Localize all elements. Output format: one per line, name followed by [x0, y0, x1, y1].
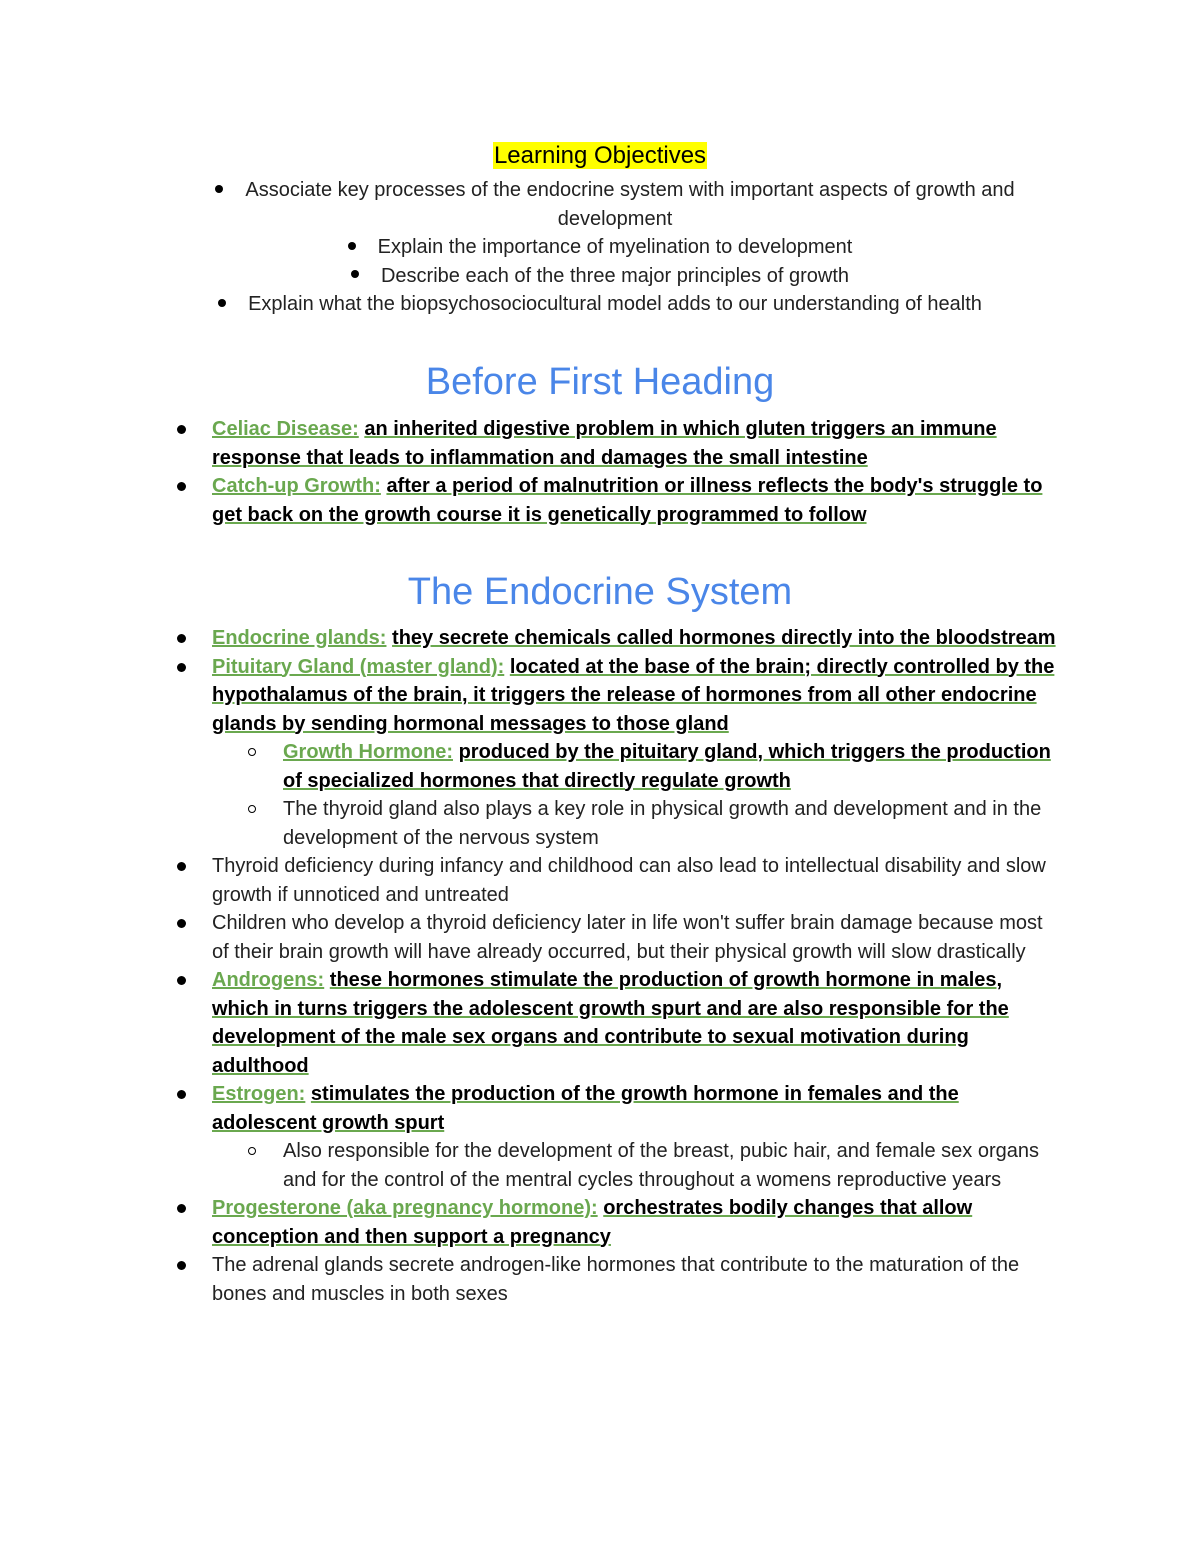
bullet-icon [177, 862, 186, 871]
section-heading-before-first: Before First Heading [425, 361, 775, 403]
section1-list [0, 415, 1200, 529]
list-item: Progesterone (aka pregnancy hormone): orchestrates bodily changes that allow conception and then support a pregnancy [0, 1194, 1200, 1251]
bullet-icon [177, 1090, 186, 1099]
list-item: Catch-up Growth: after a period of malnutrition or illness reflects the body's struggle to get back on the growth course it is genetically programmed to follow [0, 472, 1200, 529]
section2-list [0, 624, 1200, 1308]
sub-list-item: Also responsible for the development of the breast, pubic hair, and female sex organs and for the control of the mentral cycles throughout a womens reproductive years [0, 1137, 1200, 1194]
list-item: Celiac Disease: an inherited digestive problem in which gluten triggers an immune response that leads to inflammation and damages the small intestine [0, 415, 1200, 472]
list-item: Estrogen: stimulates the production of the growth hormone in females and the adolescent growth spurt [0, 1080, 1200, 1137]
objective-item: Explain the importance of myelination to development [0, 233, 1200, 262]
list-item: The adrenal glands secrete androgen-like hormones that contribute to the maturation of the bones and muscles in both sexes [0, 1251, 1200, 1308]
objective-item: Explain what the biopsychosociocultural model adds to our understanding of health [0, 290, 1200, 319]
bullet-icon [177, 663, 186, 672]
hollow-bullet-icon [248, 748, 256, 756]
objective-item: Associate key processes of the endocrine system with important aspects of growth and development [0, 176, 1200, 233]
bullet-icon [177, 634, 186, 643]
bullet-icon [351, 270, 359, 278]
list-item: Pituitary Gland (master gland): located at the base of the brain; directly controlled by the hypothalamus of the brain, it triggers the release of hormones from all other endocrine glands by sending hormonal messages to those gland [0, 653, 1200, 739]
bullet-icon [177, 425, 186, 434]
learning-objectives-title-block [0, 141, 1200, 171]
hollow-bullet-icon [248, 805, 256, 813]
bullet-icon [177, 1261, 186, 1270]
section-heading-endocrine-system: The Endocrine System [407, 571, 793, 613]
list-item: Children who develop a thyroid deficiency later in life won't suffer brain damage because most of their brain growth will have already occurred, but their physical growth will slow drastically [0, 909, 1200, 966]
sub-list-item: The thyroid gland also plays a key role in physical growth and development and in the development of the nervous system [0, 795, 1200, 852]
bullet-icon [215, 185, 223, 193]
bullet-icon [177, 976, 186, 985]
bullet-icon [218, 299, 226, 307]
list-item: Endocrine glands: they secrete chemicals called hormones directly into the bloodstream [0, 624, 1200, 653]
list-item: Thyroid deficiency during infancy and childhood can also lead to intellectual disability and slow growth if unnoticed and untreated [0, 852, 1200, 909]
bullet-icon [177, 1204, 186, 1213]
objective-item: Describe each of the three major principles of growth [0, 262, 1200, 291]
bullet-icon [348, 242, 356, 250]
bullet-icon [177, 482, 186, 491]
sub-list-item: Growth Hormone: produced by the pituitary gland, which triggers the production of specialized hormones that directly regulate growth [0, 738, 1200, 795]
list-item: Androgens: these hormones stimulate the production of growth hormone in males, which in turns triggers the adolescent growth spurt and are also responsible for the development of the male sex organs and contribute to sexual motivation during adulthood [0, 966, 1200, 1080]
bullet-icon [177, 919, 186, 928]
learning-objectives-list [0, 176, 1200, 319]
learning-objectives-title: Learning Objectives [493, 142, 707, 169]
hollow-bullet-icon [248, 1147, 256, 1155]
